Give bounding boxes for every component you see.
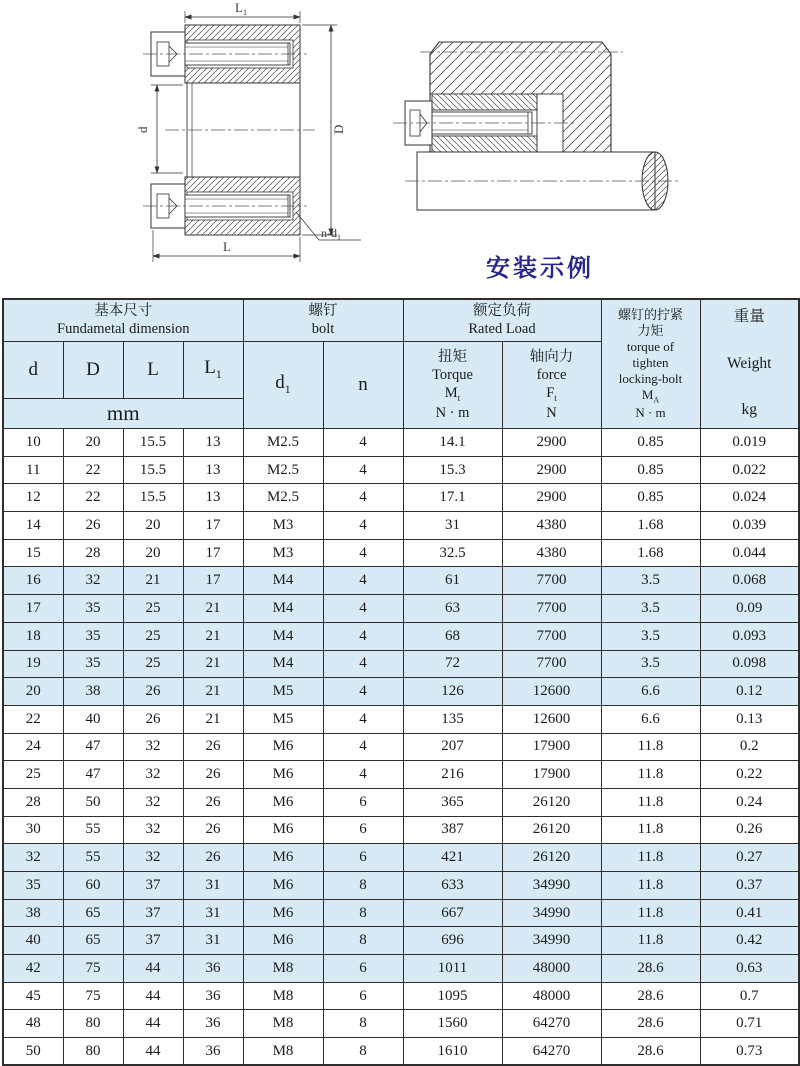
header-L: L [123, 341, 183, 399]
table-cell: 17 [183, 567, 243, 595]
table-cell: 3.5 [601, 622, 700, 650]
table-cell: 17 [3, 595, 63, 623]
table-cell: 2900 [502, 429, 601, 457]
table-row [3, 512, 799, 540]
table-cell: 26 [183, 761, 243, 789]
table-cell: 28 [63, 539, 123, 567]
table-cell: 21 [183, 678, 243, 706]
table-cell: 4380 [502, 512, 601, 540]
spec-table-body [3, 429, 799, 1066]
table-cell: 36 [183, 1038, 243, 1066]
table-row [3, 899, 799, 927]
table-cell: 47 [63, 733, 123, 761]
table-row [3, 872, 799, 900]
table-cell: M6 [243, 761, 323, 789]
table-cell: 26 [183, 788, 243, 816]
table-cell: 37 [123, 927, 183, 955]
table-row [3, 788, 799, 816]
table-cell: 4 [323, 484, 403, 512]
dim-label-D: D [331, 124, 346, 134]
table-cell: 25 [123, 595, 183, 623]
table-cell: M4 [243, 567, 323, 595]
dim-label-d: d [135, 126, 150, 133]
table-cell: 1610 [403, 1038, 502, 1066]
table-cell: 31 [183, 872, 243, 900]
table-cell: M8 [243, 1010, 323, 1038]
table-cell: 11.8 [601, 761, 700, 789]
table-cell: 0.85 [601, 484, 700, 512]
table-cell: 26 [183, 844, 243, 872]
shaft [405, 152, 681, 210]
installation-example-drawing [385, 30, 695, 245]
table-cell: 0.09 [700, 595, 799, 623]
table-cell: 21 [183, 705, 243, 733]
header-rated-load: 额定负荷 Rated Load [403, 299, 601, 341]
table-cell: 216 [403, 761, 502, 789]
table-cell: 365 [403, 788, 502, 816]
table-cell: 4 [323, 456, 403, 484]
table-cell: 126 [403, 678, 502, 706]
table-cell: 50 [63, 788, 123, 816]
table-cell: 11.8 [601, 844, 700, 872]
table-cell: 32 [123, 733, 183, 761]
table-cell: 4 [323, 622, 403, 650]
table-row [3, 650, 799, 678]
table-cell: 11.8 [601, 733, 700, 761]
table-cell: 3.5 [601, 650, 700, 678]
table-cell: 8 [323, 899, 403, 927]
table-cell: 50 [3, 1038, 63, 1066]
table-cell: 75 [63, 955, 123, 983]
table-cell: 20 [123, 512, 183, 540]
table-cell: 11 [3, 456, 63, 484]
header-torque: 扭矩 Torque $M_t$ N · m [403, 341, 502, 429]
table-cell: 11.8 [601, 872, 700, 900]
table-row [3, 539, 799, 567]
table-cell: 22 [63, 484, 123, 512]
table-cell: 633 [403, 872, 502, 900]
table-cell: 6 [323, 788, 403, 816]
table-cell: 696 [403, 927, 502, 955]
table-cell: 12 [3, 484, 63, 512]
table-cell: 34990 [502, 899, 601, 927]
table-cell: M3 [243, 512, 323, 540]
table-cell: 0.22 [700, 761, 799, 789]
header-D: D [63, 341, 123, 399]
table-cell: M6 [243, 733, 323, 761]
table-cell: 6 [323, 844, 403, 872]
table-cell: M6 [243, 788, 323, 816]
table-row [3, 567, 799, 595]
table-cell: 0.068 [700, 567, 799, 595]
table-cell: 25 [3, 761, 63, 789]
table-cell: M6 [243, 927, 323, 955]
header-L1: $L_1$ [183, 341, 243, 399]
table-cell: 0.13 [700, 705, 799, 733]
table-cell: 6.6 [601, 705, 700, 733]
table-cell: 12600 [502, 705, 601, 733]
table-row [3, 816, 799, 844]
table-cell: M5 [243, 678, 323, 706]
table-cell: 0.024 [700, 484, 799, 512]
table-cell: 12600 [502, 678, 601, 706]
table-cell: 4 [323, 733, 403, 761]
table-cell: 28.6 [601, 955, 700, 983]
table-cell: 8 [323, 927, 403, 955]
table-cell: 0.37 [700, 872, 799, 900]
table-cell: 4 [323, 595, 403, 623]
table-cell: 4 [323, 512, 403, 540]
table-cell: 40 [63, 705, 123, 733]
table-cell: 0.71 [700, 1010, 799, 1038]
table-cell: 4380 [502, 539, 601, 567]
table-cell: 0.26 [700, 816, 799, 844]
table-cell: 32 [123, 761, 183, 789]
table-cell: 24 [3, 733, 63, 761]
spec-table-header [3, 299, 799, 429]
table-cell: 37 [123, 872, 183, 900]
table-cell: 26 [63, 512, 123, 540]
table-cell: 0.022 [700, 456, 799, 484]
table-cell: 0.044 [700, 539, 799, 567]
table-cell: 6 [323, 955, 403, 983]
table-cell: 13 [183, 456, 243, 484]
table-cell: 44 [123, 1038, 183, 1066]
table-cell: 15.5 [123, 429, 183, 457]
table-cell: M4 [243, 595, 323, 623]
table-cell: 55 [63, 844, 123, 872]
table-row [3, 982, 799, 1010]
table-cell: 36 [183, 1010, 243, 1038]
table-cell: 26120 [502, 844, 601, 872]
table-cell: 17900 [502, 733, 601, 761]
table-cell: 0.019 [700, 429, 799, 457]
table-cell: 26 [123, 678, 183, 706]
table-cell: 15.5 [123, 484, 183, 512]
dimension-d [135, 85, 183, 173]
table-cell: 11.8 [601, 816, 700, 844]
table-cell: M6 [243, 872, 323, 900]
table-cell: 30 [3, 816, 63, 844]
table-cell: 21 [183, 622, 243, 650]
table-row [3, 484, 799, 512]
table-cell: 36 [183, 982, 243, 1010]
table-cell: 48000 [502, 982, 601, 1010]
table-cell: 7700 [502, 567, 601, 595]
table-cell: 0.2 [700, 733, 799, 761]
table-cell: 7700 [502, 622, 601, 650]
table-row [3, 927, 799, 955]
table-cell: 42 [3, 955, 63, 983]
table-cell: M6 [243, 899, 323, 927]
table-cell: 11.8 [601, 788, 700, 816]
table-cell: 387 [403, 816, 502, 844]
table-cell: 44 [123, 1010, 183, 1038]
table-cell: M4 [243, 622, 323, 650]
table-cell: 17.1 [403, 484, 502, 512]
table-cell: 25 [123, 650, 183, 678]
table-cell: 13 [183, 484, 243, 512]
table-cell: 1.68 [601, 512, 700, 540]
table-row [3, 1010, 799, 1038]
table-cell: 3.5 [601, 567, 700, 595]
table-cell: 6 [323, 982, 403, 1010]
table-cell: 20 [123, 539, 183, 567]
table-cell: 61 [403, 567, 502, 595]
table-cell: 1560 [403, 1010, 502, 1038]
header-d1: $d_1$ [243, 341, 323, 429]
table-cell: 8 [323, 1038, 403, 1066]
table-cell: 0.85 [601, 429, 700, 457]
table-cell: 20 [3, 678, 63, 706]
table-cell: 4 [323, 705, 403, 733]
table-cell: 22 [3, 705, 63, 733]
table-cell: M8 [243, 982, 323, 1010]
table-cell: 32 [3, 844, 63, 872]
table-cell: 26 [123, 705, 183, 733]
dim-label-nd1: $n-d_1$ [321, 226, 341, 242]
header-d: d [3, 341, 63, 399]
table-cell: 8 [323, 872, 403, 900]
header-tightening-torque: 螺钉的拧紧 力矩 torque of tighten locking-bolt $M_A$ N · m [601, 299, 700, 429]
table-cell: 6.6 [601, 678, 700, 706]
table-row [3, 761, 799, 789]
header-n: n [323, 341, 403, 429]
table-cell: M5 [243, 705, 323, 733]
table-cell: 18 [3, 622, 63, 650]
table-cell: M8 [243, 1038, 323, 1066]
table-cell: 4 [323, 567, 403, 595]
table-cell: 1.68 [601, 539, 700, 567]
table-cell: 28 [3, 788, 63, 816]
table-cell: 35 [3, 872, 63, 900]
table-cell: 72 [403, 650, 502, 678]
table-cell: 4 [323, 761, 403, 789]
table-cell: 65 [63, 927, 123, 955]
table-cell: 15 [3, 539, 63, 567]
table-cell: 15.3 [403, 456, 502, 484]
table-cell: 0.039 [700, 512, 799, 540]
table-row [3, 955, 799, 983]
table-cell: 6 [323, 816, 403, 844]
table-cell: 28.6 [601, 1038, 700, 1066]
table-cell: 40 [3, 927, 63, 955]
table-cell: 8 [323, 1010, 403, 1038]
table-row [3, 733, 799, 761]
table-cell: M6 [243, 844, 323, 872]
header-basic-dimension: 基本尺寸 Fundametal dimension [3, 299, 243, 341]
table-cell: 44 [123, 955, 183, 983]
table-row [3, 595, 799, 623]
table-cell: 80 [63, 1010, 123, 1038]
table-cell: 38 [3, 899, 63, 927]
table-cell: 20 [63, 429, 123, 457]
drawings-area [0, 0, 800, 298]
table-cell: 1095 [403, 982, 502, 1010]
header-weight: 重量 Weight kg [700, 299, 799, 429]
table-cell: 36 [183, 955, 243, 983]
table-cell: 4 [323, 650, 403, 678]
table-cell: 17 [183, 512, 243, 540]
table-row [3, 429, 799, 457]
table-cell: 65 [63, 899, 123, 927]
table-cell: 14 [3, 512, 63, 540]
table-cell: 10 [3, 429, 63, 457]
table-cell: 4 [323, 678, 403, 706]
table-cell: 64270 [502, 1010, 601, 1038]
table-cell: 35 [63, 650, 123, 678]
table-cell: 22 [63, 456, 123, 484]
table-cell: 32 [123, 788, 183, 816]
table-cell: 667 [403, 899, 502, 927]
table-cell: 16 [3, 567, 63, 595]
table-cell: 0.63 [700, 955, 799, 983]
table-cell: 1011 [403, 955, 502, 983]
table-cell: 0.85 [601, 456, 700, 484]
table-row [3, 622, 799, 650]
table-cell: 37 [123, 899, 183, 927]
table-cell: 0.27 [700, 844, 799, 872]
table-cell: 14.1 [403, 429, 502, 457]
table-cell: M2.5 [243, 456, 323, 484]
table-cell: 25 [123, 622, 183, 650]
table-cell: 47 [63, 761, 123, 789]
table-cell: M2.5 [243, 484, 323, 512]
table-cell: 31 [183, 927, 243, 955]
table-cell: 13 [183, 429, 243, 457]
table-cell: M8 [243, 955, 323, 983]
table-cell: 7700 [502, 595, 601, 623]
table-cell: 45 [3, 982, 63, 1010]
table-cell: 135 [403, 705, 502, 733]
table-cell: 26120 [502, 816, 601, 844]
table-cell: M6 [243, 816, 323, 844]
table-cell: 31 [403, 512, 502, 540]
table-cell: 21 [183, 650, 243, 678]
table-cell: 26 [183, 816, 243, 844]
table-cell: 44 [123, 982, 183, 1010]
dimension-L1 [185, 0, 300, 23]
table-cell: 68 [403, 622, 502, 650]
installation-caption: 安装示例 [486, 256, 594, 282]
table-cell: 0.098 [700, 650, 799, 678]
table-cell: 38 [63, 678, 123, 706]
table-cell: 48 [3, 1010, 63, 1038]
table-cell: 15.5 [123, 456, 183, 484]
table-cell: 32.5 [403, 539, 502, 567]
table-row [3, 844, 799, 872]
table-cell: 35 [63, 595, 123, 623]
table-cell: 35 [63, 622, 123, 650]
table-cell: 0.41 [700, 899, 799, 927]
table-cell: 26 [183, 733, 243, 761]
bolt-count-note [296, 212, 361, 242]
table-cell: 32 [63, 567, 123, 595]
table-cell: 28.6 [601, 982, 700, 1010]
table-cell: 2900 [502, 456, 601, 484]
dim-label-L: L [223, 239, 231, 254]
table-cell: 0.24 [700, 788, 799, 816]
table-cell: 0.42 [700, 927, 799, 955]
table-cell: 80 [63, 1038, 123, 1066]
table-cell: 75 [63, 982, 123, 1010]
table-row [3, 705, 799, 733]
table-cell: 21 [183, 595, 243, 623]
table-cell: 421 [403, 844, 502, 872]
table-cell: 0.093 [700, 622, 799, 650]
table-cell: 63 [403, 595, 502, 623]
table-cell: 11.8 [601, 899, 700, 927]
table-cell: 55 [63, 816, 123, 844]
table-cell: 0.73 [700, 1038, 799, 1066]
table-cell: 17 [183, 539, 243, 567]
spec-table [2, 298, 800, 1066]
table-cell: 48000 [502, 955, 601, 983]
table-cell: M4 [243, 650, 323, 678]
header-mm-unit: mm [3, 399, 243, 429]
table-cell: 207 [403, 733, 502, 761]
table-cell: 11.8 [601, 927, 700, 955]
table-cell: 31 [183, 899, 243, 927]
table-row [3, 678, 799, 706]
table-cell: 3.5 [601, 595, 700, 623]
table-cell: 19 [3, 650, 63, 678]
table-cell: 34990 [502, 927, 601, 955]
table-cell: 64270 [502, 1038, 601, 1066]
table-cell: 32 [123, 816, 183, 844]
table-cell: 4 [323, 539, 403, 567]
table-cell: M3 [243, 539, 323, 567]
header-bolt: 螺钉 bolt [243, 299, 403, 341]
table-cell: 32 [123, 844, 183, 872]
table-row [3, 1038, 799, 1066]
table-cell: 0.12 [700, 678, 799, 706]
cross-section-drawing [95, 0, 395, 290]
table-cell: 7700 [502, 650, 601, 678]
table-cell: M2.5 [243, 429, 323, 457]
table-cell: 2900 [502, 484, 601, 512]
table-row [3, 456, 799, 484]
table-cell: 17900 [502, 761, 601, 789]
header-axial-force: 轴向力 force $F_t$ N [502, 341, 601, 429]
table-cell: 4 [323, 429, 403, 457]
table-cell: 26120 [502, 788, 601, 816]
table-cell: 21 [123, 567, 183, 595]
dim-label-L1: $L_1$ [235, 0, 247, 17]
table-cell: 28.6 [601, 1010, 700, 1038]
table-cell: 60 [63, 872, 123, 900]
table-cell: 34990 [502, 872, 601, 900]
table-cell: 0.7 [700, 982, 799, 1010]
